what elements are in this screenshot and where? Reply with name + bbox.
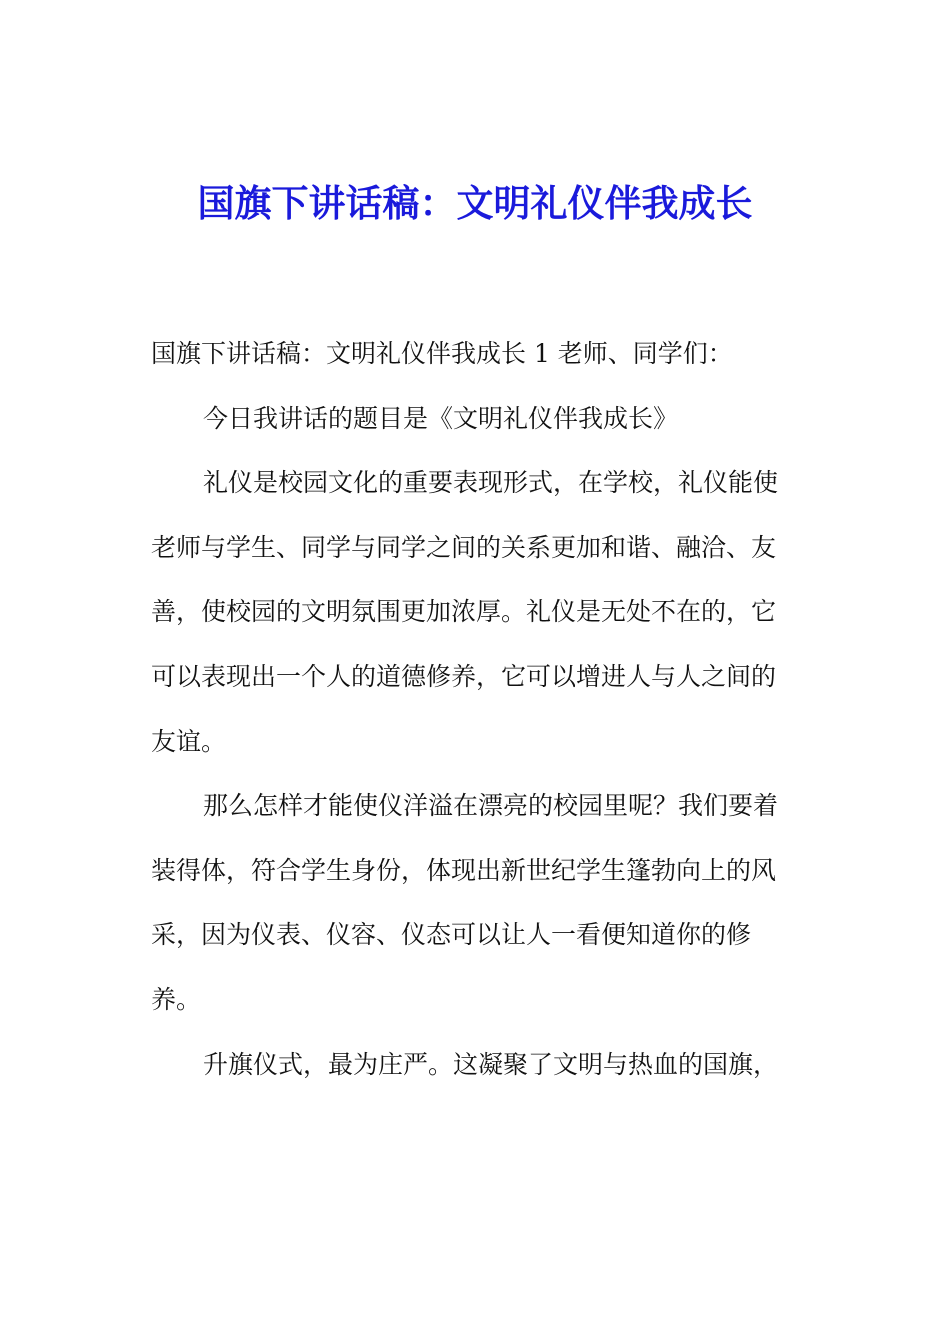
paragraph-greeting	[151, 322, 793, 387]
text-line: 今日我讲话的题目是《文明礼仪伴我成长》	[203, 403, 679, 433]
text-line: 老师与学生、同学与同学之间的关系更加和谐、融洽、友	[151, 532, 777, 562]
paragraph-flag-ceremony	[151, 1033, 793, 1098]
text-line: 礼仪是校园文化的重要表现形式，在学校，礼仪能使	[203, 468, 779, 498]
text-line: 升旗仪式，最为庄严。这凝聚了文明与热血的国旗，	[203, 1049, 779, 1079]
text-line: 装得体，符合学生身份，体现出新世纪学生篷勃向上的风	[151, 855, 777, 885]
text-line: 采，因为仪表、仪容、仪态可以让人一看便知道你的修	[151, 920, 752, 950]
paragraph-appearance	[151, 774, 793, 1032]
text-line: 友谊。	[151, 726, 227, 756]
text-line: 养。	[151, 984, 202, 1014]
text-line: 善，使校园的文明氛围更加浓厚。礼仪是无处不在的，它	[151, 597, 777, 627]
paragraph-etiquette-importance	[151, 451, 793, 774]
text-line: 可以表现出一个人的道德修养，它可以增进人与人之间的	[151, 661, 777, 691]
text-line: 那么怎样才能使仪洋溢在漂亮的校园里呢？我们要着	[203, 791, 779, 821]
paragraph-topic	[151, 387, 793, 452]
document-title: 国旗下讲话稿：文明礼仪伴我成长	[197, 181, 753, 225]
document-body	[151, 322, 793, 1097]
text-line: 国旗下讲话稿：文明礼仪伴我成长 1 老师、同学们：	[151, 339, 733, 368]
